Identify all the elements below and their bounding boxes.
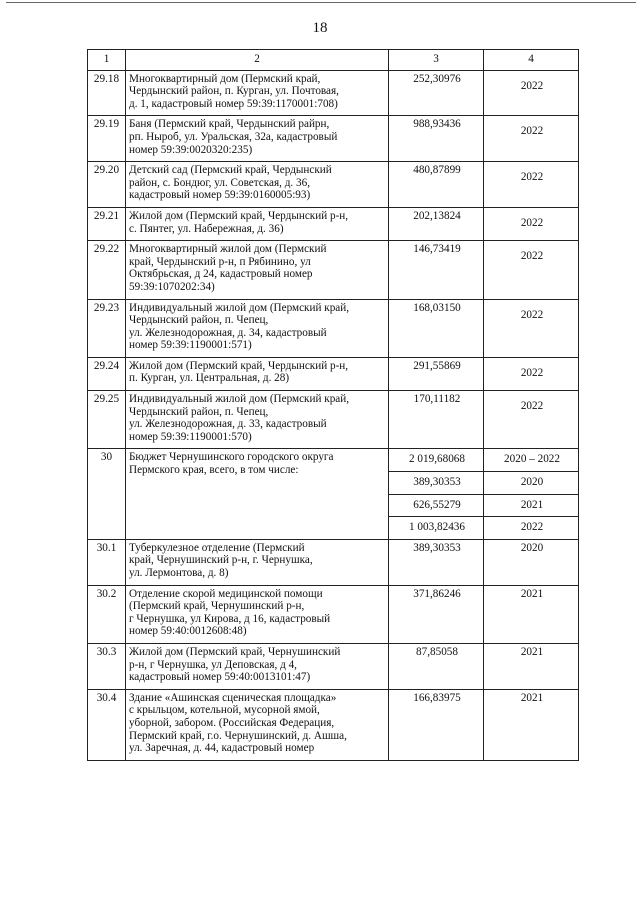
row-year: 2022 [484,357,579,390]
table-row [88,689,579,760]
row-number: 29.24 [88,357,126,390]
table-row [88,539,579,585]
row-number: 30.1 [88,539,126,585]
row-year: 2021 [484,585,579,643]
budget-number: 30 [88,449,126,539]
table-row [88,207,579,240]
row-number: 29.25 [88,391,126,449]
row-number: 30.2 [88,585,126,643]
row-description: Жилой дом (Пермский край, Чердынский р-н, с. Пянтег, ул. Набережная, д. 36) [126,207,389,240]
row-description: Индивидуальный жилой дом (Пермский край, Чердынский район, п. Чепец, ул. Железнодорожная, д. 34, кадастровый номер 59:39:1190001:571) [126,299,389,357]
row-number: 30.4 [88,689,126,760]
row-amount: 202,13824 [389,207,484,240]
row-number: 29.22 [88,241,126,299]
row-description: Туберкулезное отделение (Пермский край, Чернушинский р-н, г. Чернушка, ул. Лермонтова, д. 8) [126,539,389,585]
table-row [88,162,579,208]
table-row [88,357,579,390]
row-amount: 166,83975 [389,689,484,760]
header-cell-2: 2 [126,50,389,71]
row-description: Отделение скорой медицинской помощи (Пермский край, Чернушинский р-н, г Чернушка, ул Кирова, д 16, кадастровый номер 59:40:0012608:48) [126,585,389,643]
row-year: 2022 [484,391,579,449]
row-year: 2022 [484,70,579,116]
row-year: 2022 [484,116,579,162]
row-year: 2020 [484,539,579,585]
row-number: 29.20 [88,162,126,208]
budget-year: 2022 [484,517,579,540]
budget-amount: 1 003,82436 [389,517,484,540]
budget-year: 2021 [484,494,579,517]
header-cell-3: 3 [389,50,484,71]
budget-year: 2020 [484,472,579,495]
row-number: 30.3 [88,643,126,689]
row-amount: 389,30353 [389,539,484,585]
row-description: Детский сад (Пермский край, Чердынский район, с. Бондюг, ул. Советская, д. 36, кадастровый номер 59:39:0160005:93) [126,162,389,208]
budget-amount: 626,55279 [389,494,484,517]
budget-amount: 389,30353 [389,472,484,495]
row-number: 29.19 [88,116,126,162]
row-year: 2021 [484,689,579,760]
row-amount: 146,73419 [389,241,484,299]
table-row [88,391,579,449]
row-number: 29.18 [88,70,126,116]
row-amount: 988,93436 [389,116,484,162]
row-year: 2022 [484,162,579,208]
table-row [88,585,579,643]
budget-description: Бюджет Чернушинского городского округа Пермского края, всего, в том числе: [126,449,389,539]
data-table [87,49,579,761]
row-number: 29.23 [88,299,126,357]
row-year: 2021 [484,643,579,689]
page-number: 18 [312,20,328,36]
row-amount: 87,85058 [389,643,484,689]
row-description: Многоквартирный дом (Пермский край, Чердынский район, п. Курган, ул. Почтовая, д. 1, кадастровый номер 59:39:1170001:708) [126,70,389,116]
header-cell-4: 4 [484,50,579,71]
row-description: Многоквартирный жилой дом (Пермский край, Чердынский р-н, п Рябинино, ул Октябрьская, д 24, кадастровый номер 59:39:1070202:34) [126,241,389,299]
row-amount: 170,11182 [389,391,484,449]
row-description: Здание «Ашинская сценическая площадка» с крыльцом, котельной, мусорной ямой, уборной, забором. (Российская Федерация, Пермский край, г.о. Чернушинский, д. Ашша, ул. Заречная, д. 44, кадастровый номер [126,689,389,760]
table-header-row [88,50,579,71]
row-amount: 291,55869 [389,357,484,390]
header-cell-1: 1 [88,50,126,71]
row-description: Жилой дом (Пермский край, Чердынский р-н, п. Курган, ул. Центральная, д. 28) [126,357,389,390]
budget-row [88,449,579,472]
table-row [88,299,579,357]
budget-total-amount: 2 019,68068 [389,449,484,472]
row-year: 2022 [484,241,579,299]
table-row [88,70,579,116]
row-description: Баня (Пермский край, Чердынский райрн, рп. Ныроб, ул. Уральская, 32а, кадастровый номер 59:39:0020320:235) [126,116,389,162]
row-year: 2022 [484,299,579,357]
row-description: Жилой дом (Пермский край, Чернушинский р-н, г Чернушка, ул Деповская, д 4, кадастровый номер 59:40:0013101:47) [126,643,389,689]
table-row [88,241,579,299]
row-number: 29.21 [88,207,126,240]
row-year: 2022 [484,207,579,240]
row-amount: 252,30976 [389,70,484,116]
table-row [88,116,579,162]
row-amount: 168,03150 [389,299,484,357]
table-row [88,643,579,689]
row-description: Индивидуальный жилой дом (Пермский край, Чердынский район, п. Чепец, ул. Железнодорожная, д. 33, кадастровый номер 59:39:1190001:570) [126,391,389,449]
top-rule [6,2,636,3]
row-amount: 371,86246 [389,585,484,643]
budget-total-years: 2020 – 2022 [484,449,579,472]
row-amount: 480,87899 [389,162,484,208]
